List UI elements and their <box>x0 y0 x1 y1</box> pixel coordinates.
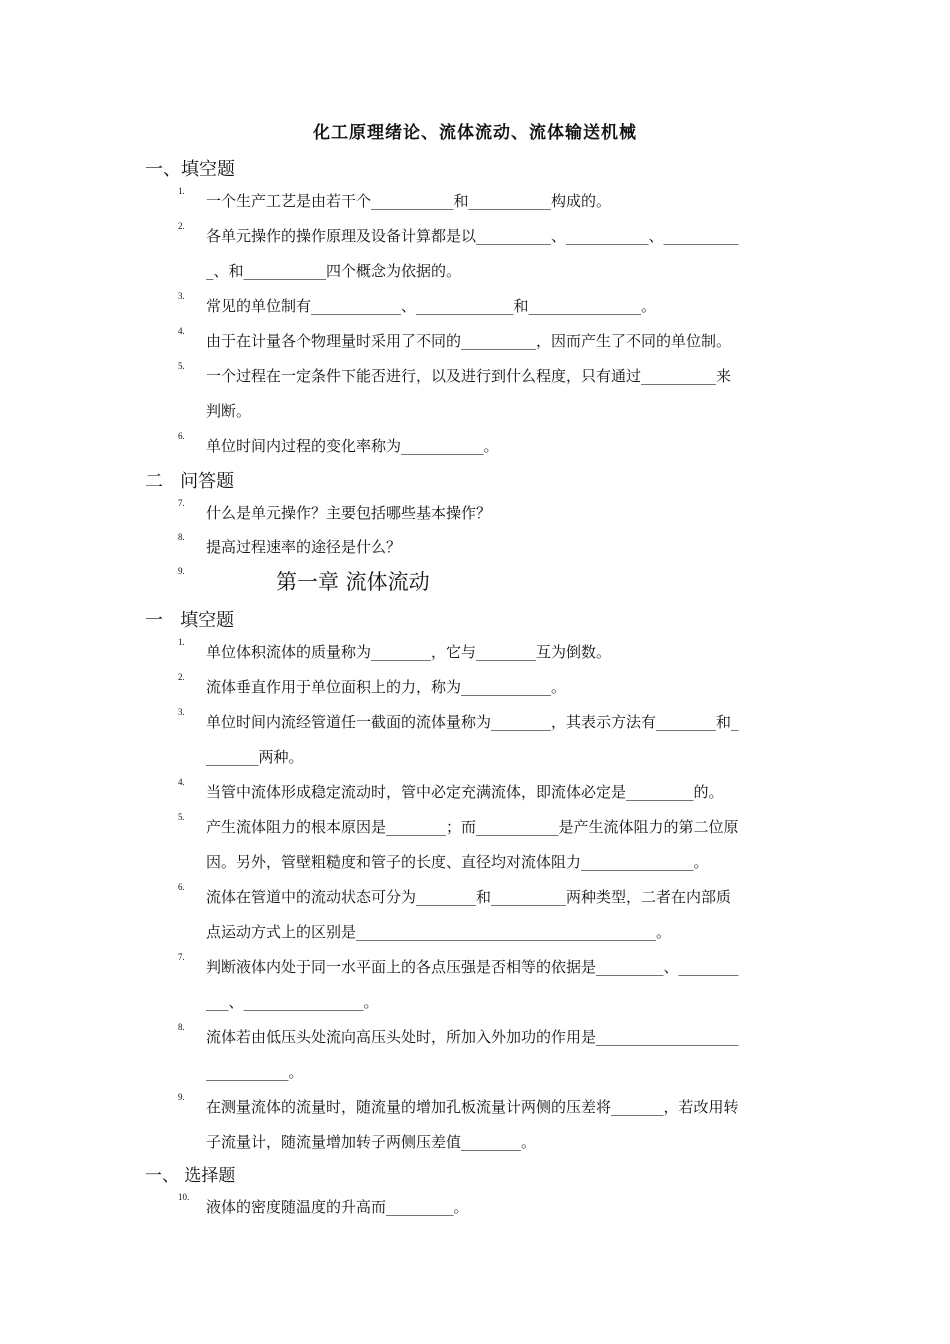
question-number: 4. <box>178 777 185 787</box>
question-text-line: 流体若由低压头处流向高压头处时，所加入外加功的作用是___________________ <box>206 1028 739 1046</box>
question-number: 5. <box>178 812 185 822</box>
question-number: 5. <box>178 361 185 371</box>
question-number: 3. <box>178 291 185 301</box>
question-text-line: 当管中流体形成稳定流动时，管中必定充满流体，即流体必定是_________的。 <box>206 783 724 801</box>
question-number: 2. <box>178 221 185 231</box>
question-text-line: ___________。 <box>206 1063 304 1081</box>
question-text-line: 点运动方式上的区别是________________________________________。 <box>206 923 672 941</box>
section-heading-fill-blank: 一、填空题 <box>145 159 235 180</box>
section-heading-fill-blank-ch1: 一 填空题 <box>145 610 235 631</box>
question-text-line: _、和___________四个概念为依据的。 <box>206 262 462 280</box>
question-number: 6. <box>178 882 185 892</box>
question-text-line: 产生流体阻力的根本原因是________；而___________是产生流体阻力的第二位原 <box>206 818 739 836</box>
question-number: 2. <box>178 672 185 682</box>
question-number: 3. <box>178 707 185 717</box>
question-text-line: 因。另外，管壁粗糙度和管子的长度、直径均对流体阻力_______________。 <box>206 853 709 871</box>
question-text-line: 在测量流体的流量时，随流量的增加孔板流量计两侧的压差将_______，若改用转 <box>206 1098 739 1116</box>
question-text-line: 单位时间内流经管道任一截面的流体量称为________，其表示方法有________和_ <box>206 713 739 731</box>
question-text-line: 判断。 <box>206 402 252 420</box>
question-text-line: 流体在管道中的流动状态可分为________和__________两种类型，二者在内部质 <box>206 888 732 906</box>
question-number: 7. <box>178 952 185 962</box>
question-number: 9. <box>178 1092 185 1102</box>
section-heading-choice: 一、 选择题 <box>145 1166 236 1186</box>
question-number: 10. <box>178 1192 190 1202</box>
question-text-line: 什么是单元操作？主要包括哪些基本操作？ <box>206 504 492 522</box>
question-number: 1. <box>178 186 185 196</box>
question-text-line: _______两种。 <box>206 748 304 766</box>
document-title: 化工原理绪论、流体流动、流体输送机械 <box>313 123 637 143</box>
question-number: 6. <box>178 431 185 441</box>
question-text-line: 各单元操作的操作原理及设备计算都是以__________、___________、__________ <box>206 227 739 245</box>
question-text-line: 由于在计量各个物理量时采用了不同的__________，因而产生了不同的单位制。 <box>206 332 732 350</box>
question-text-line: 一个过程在一定条件下能否进行，以及进行到什么程度，只有通过__________来 <box>206 367 732 385</box>
question-text-line: 一个生产工艺是由若干个___________和___________构成的。 <box>206 192 612 210</box>
question-text-line: ___、________________。 <box>206 993 379 1011</box>
question-number: 7. <box>178 498 185 508</box>
question-text-line: 常见的单位制有____________、_____________和_______________。 <box>206 297 657 315</box>
question-text-line: 判断液体内处于同一水平面上的各点压强是否相等的依据是_________、________ <box>206 958 739 976</box>
section-heading-qa: 二 问答题 <box>145 471 235 492</box>
question-text-line: 单位时间内过程的变化率称为___________。 <box>206 437 499 455</box>
question-number: 4. <box>178 326 185 336</box>
question-number: 8. <box>178 1022 185 1032</box>
question-text-line: 流体垂直作用于单位面积上的力，称为____________。 <box>206 678 567 696</box>
question-text-line: 提高过程速率的途径是什么？ <box>206 538 402 556</box>
question-number: 9. <box>178 566 185 576</box>
question-number: 8. <box>178 532 185 542</box>
question-text-line: 子流量计，随流量增加转子两侧压差值________。 <box>206 1133 537 1151</box>
question-text-line: 液体的密度随温度的升高而_________。 <box>206 1198 469 1216</box>
question-number: 1. <box>178 637 185 647</box>
question-text-line: 单位体积流体的质量称为________，它与________互为倒数。 <box>206 643 612 661</box>
chapter-title: 第一章 流体流动 <box>276 570 430 594</box>
